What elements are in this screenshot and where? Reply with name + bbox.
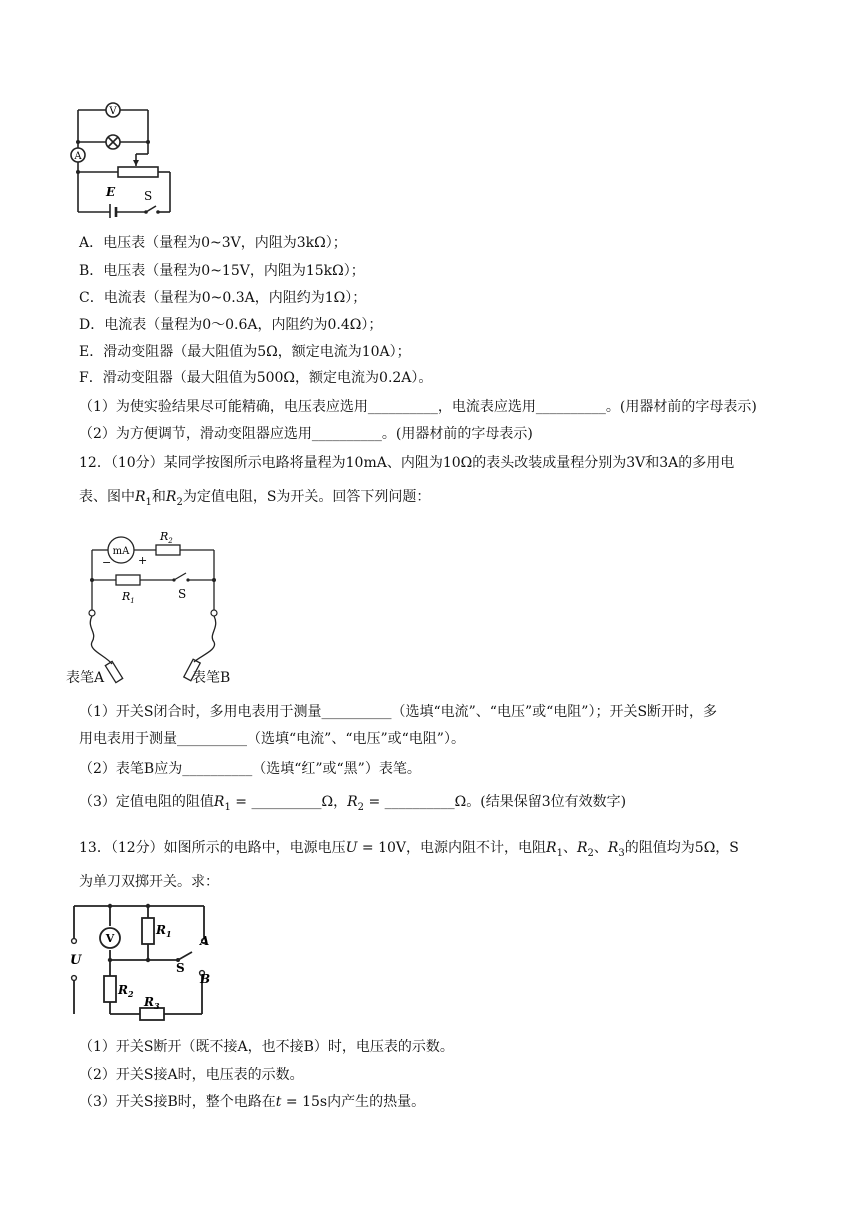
option-a: A．电压表（量程为0~3V，内阻为3kΩ）； [79, 235, 347, 251]
r3-label-fig3: $R_3$ [144, 995, 160, 1011]
circuit-figure-2 [66, 528, 256, 688]
option-c: C．电流表（量程为0~0.3A，内阻约为1Ω）； [79, 290, 367, 306]
terminal-b-label: B [200, 972, 211, 986]
q12-part1-line1: （1）开关S闭合时，多用电表用于测量__________（选填“电流”、“电压”或“电阻”）；开关S断开时，多 [79, 704, 718, 720]
option-d: D．电流表（量程为0～0.6A，内阻约为0.4Ω）； [79, 317, 383, 333]
option-e: E．滑动变阻器（最大阻值为5Ω，额定电流为10A）； [79, 344, 411, 360]
circuit-figure-3 [66, 898, 226, 1026]
q13-part3: （3）开关S接B时，整个电路在t = 15s内产生的热量。 [79, 1094, 426, 1110]
q12-part2: （2）表笔B应为__________（选填“红”或“黑”）表笔。 [79, 761, 421, 777]
plus-sign: + [138, 554, 148, 567]
q11-part2: （2）为方便调节，滑动变阻器应选用__________。(用器材前的字母表示) [79, 426, 533, 442]
probe-b-label: 表笔B [192, 670, 231, 686]
milliammeter-label: mA [112, 546, 130, 557]
voltmeter-v-label: V [105, 932, 115, 945]
ammeter-label: A [74, 151, 82, 162]
r2-label-fig3: $R_2$ [118, 983, 134, 999]
q13-part2: （2）开关S接A时，电压表的示数。 [79, 1067, 304, 1083]
q11-part1: （1）为使实验结果尽可能精确，电压表应选用__________，电流表应选用__________。(用器材前的字母表示) [79, 399, 757, 415]
q12-stem-line1: 12．（10分）某同学按图所示电路将量程为10mA、内阻为10Ω的表头改装成量程分别为3V和3A的多用电 [79, 455, 735, 471]
q13-stem-line2: 为单刀双掷开关。求： [79, 874, 219, 890]
switch-label: S [144, 189, 153, 203]
emf-label: E [106, 185, 116, 199]
r1-label: $R_1$ [122, 590, 135, 605]
r2-label: $R_2$ [160, 530, 173, 545]
probe-a-label: 表笔A [66, 670, 105, 686]
q13-part1: （1）开关S断开（既不接A，也不接B）时，电压表的示数。 [79, 1039, 454, 1055]
source-u-label: U [70, 953, 82, 968]
switch-s-label: S [178, 587, 187, 601]
r1-label-fig3: $R_1$ [156, 923, 172, 939]
q12-part3: （3）定值电阻的阻值$R_1$ = __________Ω，$R_2$ = __________Ω。(结果保留3位有效数字) [79, 794, 627, 813]
voltmeter-label: V [109, 106, 117, 117]
terminal-a-label: A [200, 934, 210, 948]
option-b: B．电压表（量程为0~15V，内阻为15kΩ）； [79, 263, 365, 279]
option-f: F．滑动变阻器（最大阻值为500Ω，额定电流为0.2A）。 [79, 370, 433, 386]
circuit-figure-1 [66, 96, 176, 218]
q12-part1-line2: 用电表用于测量__________（选填“电流”、“电压”或“电阻”）。 [79, 731, 465, 747]
q13-stem-line1: 13．（12分）如图所示的电路中，电源电压U = 10V，电源内阻不计，电阻$R_1$、$R_2$、$R_3$的阻值均为5Ω，S [79, 840, 739, 859]
switch-s-label-fig3: S [176, 961, 185, 975]
minus-sign: − [102, 556, 112, 569]
q12-stem-line2: 表、图中$R_1$和$R_2$为定值电阻，S为开关。回答下列问题： [79, 489, 431, 508]
